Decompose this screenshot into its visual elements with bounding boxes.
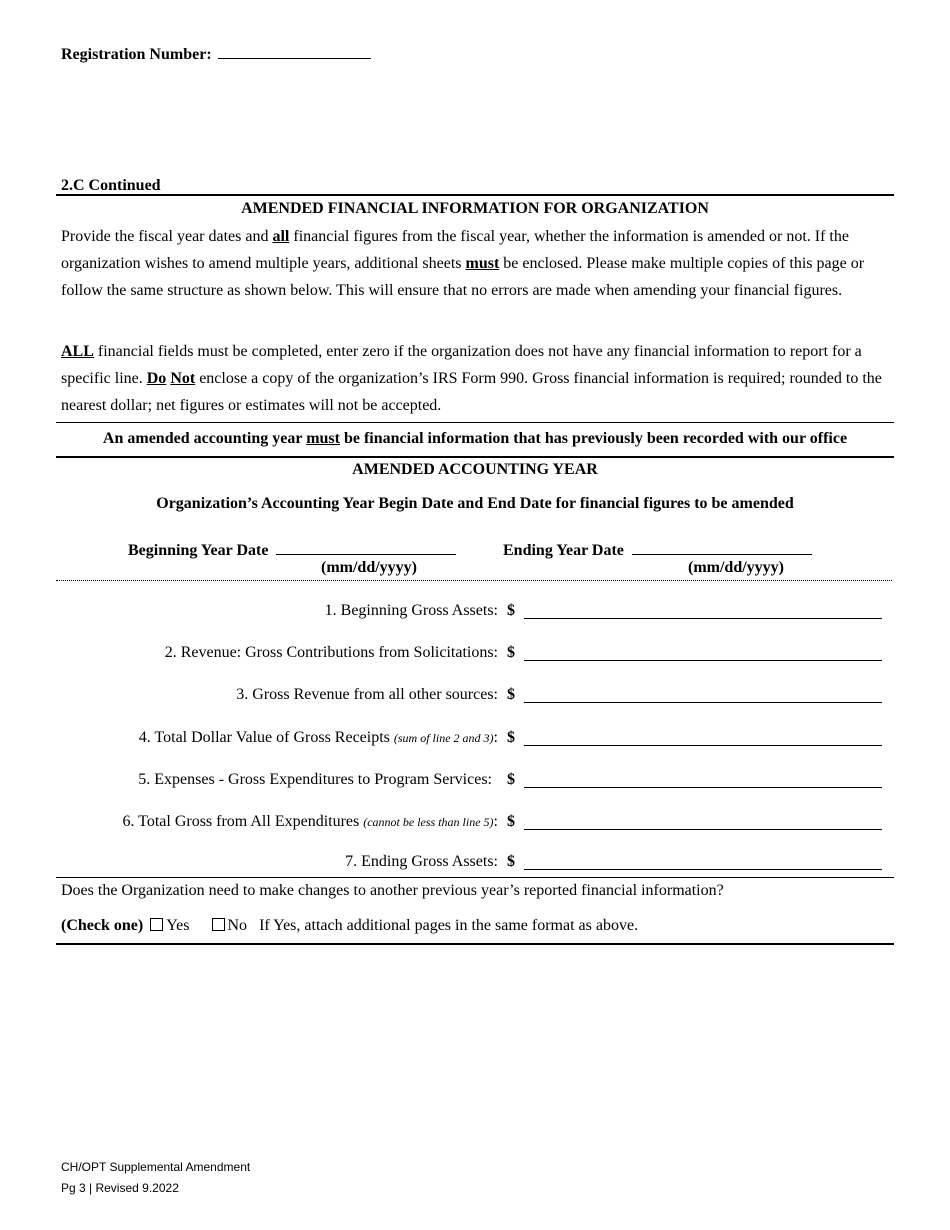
intro-paragraph-1 — [61, 223, 891, 304]
question-top-rule — [56, 877, 894, 878]
beginning-year-date-field[interactable] — [276, 540, 456, 555]
dollar-sign: $ — [507, 602, 515, 619]
no-label: No — [227, 917, 248, 934]
footer-page-info: Pg 3 | Revised 9.2022 — [61, 1181, 179, 1195]
dollar-sign: $ — [507, 853, 515, 870]
check-one-label: (Check one) — [61, 917, 144, 934]
registration-number-field[interactable] — [218, 44, 371, 59]
ending-year-date-label: Ending Year Date — [503, 542, 624, 559]
total-gross-receipts-field[interactable] — [524, 745, 882, 746]
notice-top-rule — [56, 422, 894, 423]
program-expenditures-field[interactable] — [524, 787, 882, 788]
dollar-sign: $ — [507, 644, 515, 661]
dollar-sign: $ — [507, 729, 515, 746]
intro-text: enclose a copy of the organization’s IRS Form 990. Gross financial information is required; rounded to the nearest dollar; net figures or estimates will not be accepted. — [61, 370, 882, 414]
financial-line-label: 3. Gross Revenue from all other sources: — [236, 686, 498, 703]
financial-line-5 — [56, 771, 894, 795]
beginning-gross-assets-field[interactable] — [524, 618, 882, 619]
dollar-sign: $ — [507, 686, 515, 703]
dotted-separator — [56, 580, 892, 581]
registration-label: Registration Number: — [61, 46, 212, 63]
financial-line-label: 4. Total Dollar Value of Gross Receipts (sum of line 2 and 3): — [138, 729, 498, 746]
intro-text: Provide the fiscal year dates and — [61, 228, 273, 245]
intro-text: financial figures from the fiscal year, whether the information is amended or not. If the organization wishes to amend multiple years, additional sheets — [61, 228, 849, 272]
gross-revenue-other-field[interactable] — [524, 702, 882, 703]
financial-line-label: 6. Total Gross from All Expenditures (cannot be less than line 5): — [122, 813, 498, 830]
emphasis-not: Not — [170, 370, 196, 387]
section-divider — [56, 194, 894, 196]
beginning-year-date-row — [128, 540, 456, 560]
financial-line-label: 7. Ending Gross Assets: — [345, 853, 498, 870]
notice-emphasis-must: must — [306, 430, 340, 447]
financial-line-label: 2. Revenue: Gross Contributions from Solicitations: — [164, 644, 498, 661]
total-expenditures-field[interactable] — [524, 829, 882, 830]
registration-row — [61, 44, 371, 64]
emphasis-do: Do — [146, 370, 167, 387]
accounting-year-subtitle: Organization’s Accounting Year Begin Date and End Date for financial figures to be amended — [156, 495, 794, 512]
financial-line-label: 5. Expenses - Gross Expenditures to Program Services: — [138, 771, 492, 788]
yes-label: Yes — [166, 917, 190, 934]
notice-text: be financial information that has previously been recorded with our office — [339, 430, 848, 447]
form-title: AMENDED FINANCIAL INFORMATION FOR ORGANIZATION — [241, 200, 709, 217]
ending-year-date-row — [503, 540, 812, 560]
emphasis-must: must — [465, 255, 500, 272]
ending-gross-assets-field[interactable] — [524, 869, 882, 870]
financial-line-4 — [56, 729, 894, 753]
financial-line-3 — [56, 686, 894, 710]
section-label: 2.C Continued — [61, 177, 161, 194]
amended-year-notice — [56, 430, 894, 448]
question-bottom-rule — [56, 943, 894, 945]
attach-instruction: If Yes, attach additional pages in the same format as above. — [259, 917, 639, 934]
financial-line-2 — [56, 644, 894, 668]
dollar-sign: $ — [507, 813, 515, 830]
emphasis-all: all — [272, 228, 290, 245]
previous-year-question: Does the Organization need to make changes to another previous year’s reported financial information? — [61, 882, 724, 899]
financial-line-6 — [56, 813, 894, 837]
yes-checkbox[interactable] — [150, 918, 163, 931]
beginning-year-date-label: Beginning Year Date — [128, 542, 269, 559]
gross-contributions-field[interactable] — [524, 660, 882, 661]
emphasis-all-caps: ALL — [61, 343, 94, 360]
notice-text: An amended accounting year — [102, 430, 307, 447]
check-one-row — [61, 917, 638, 935]
intro-text: financial fields must be completed, enter zero if the organization does not have any financial information to report for a specific line. — [61, 343, 862, 387]
financial-line-7 — [56, 853, 894, 877]
footer-form-name: CH/OPT Supplemental Amendment — [61, 1160, 251, 1174]
intro-paragraph-2 — [61, 338, 891, 419]
financial-line-1 — [56, 602, 894, 626]
accounting-year-title: AMENDED ACCOUNTING YEAR — [352, 461, 598, 478]
ending-date-format: (mm/dd/yyyy) — [688, 559, 784, 576]
ending-year-date-field[interactable] — [632, 540, 812, 555]
intro-text: be enclosed. Please make multiple copies of this page or follow the same structure as shown below. This will ensure that no errors are made when amending your financial figures. — [61, 255, 865, 299]
beginning-date-format: (mm/dd/yyyy) — [321, 559, 417, 576]
financial-line-label: 1. Beginning Gross Assets: — [324, 602, 498, 619]
no-checkbox[interactable] — [212, 918, 225, 931]
dollar-sign: $ — [507, 771, 515, 788]
notice-bottom-rule — [56, 456, 894, 458]
